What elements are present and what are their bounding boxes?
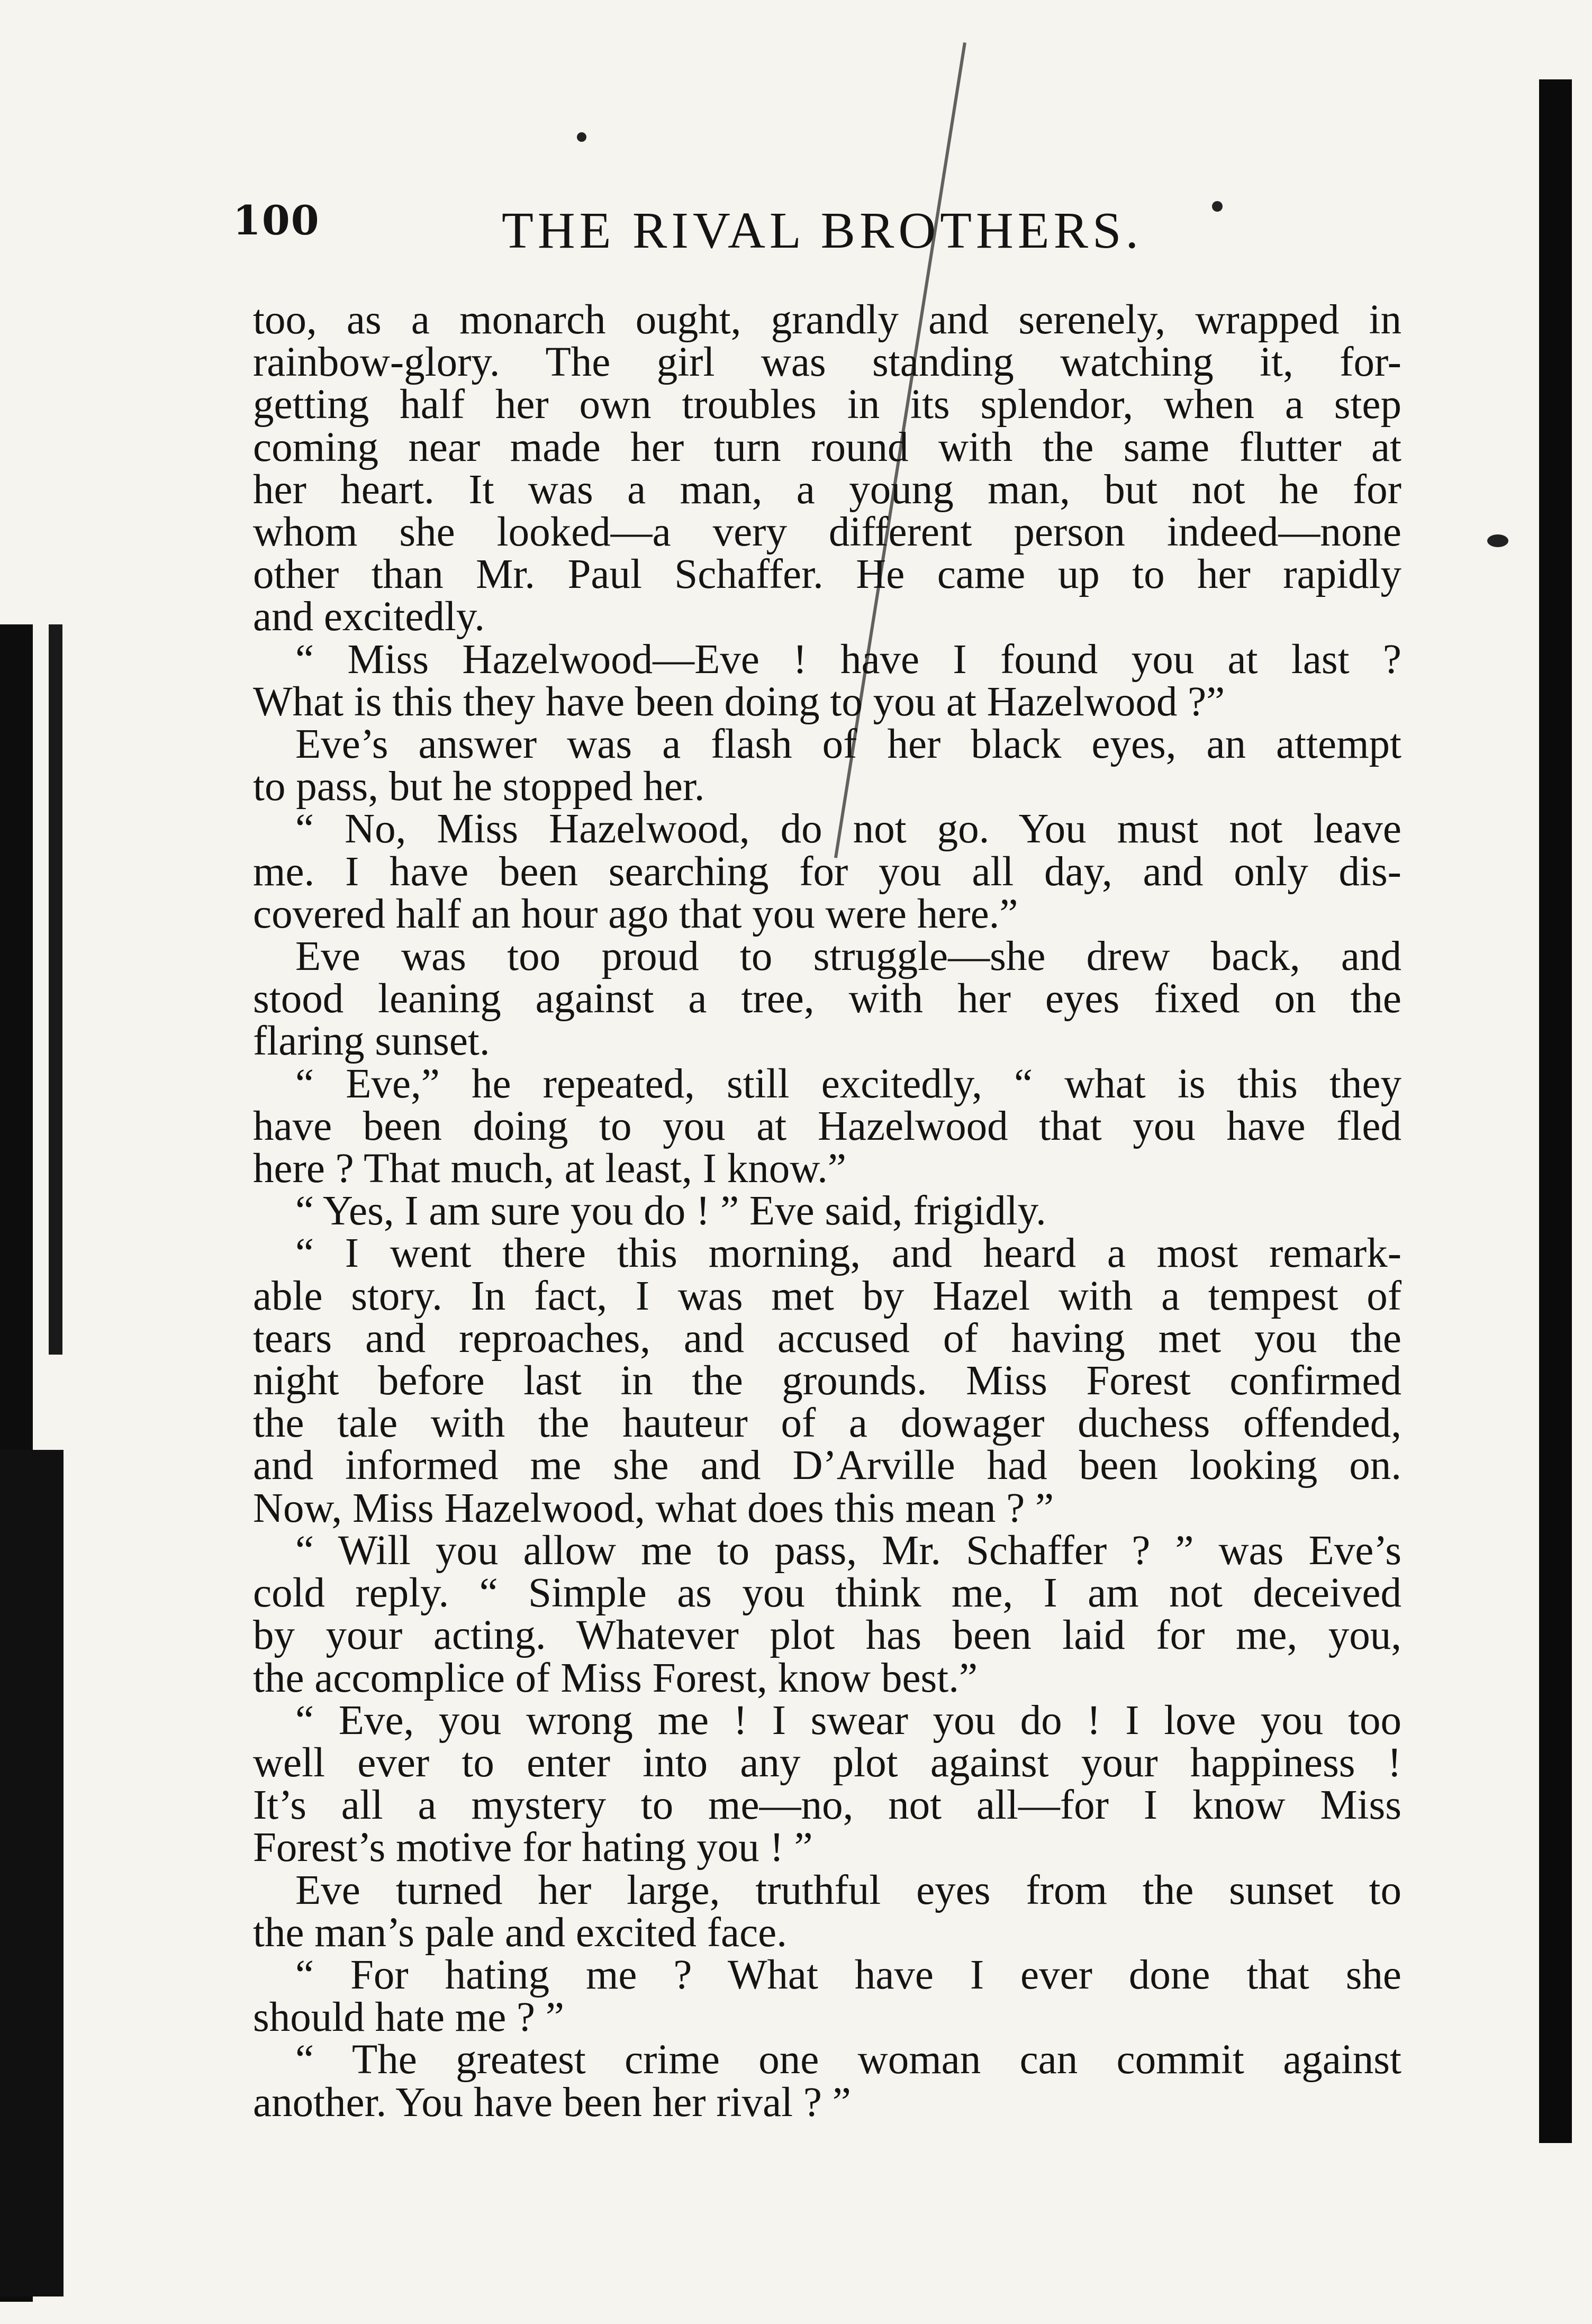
text-line: night before last in the grounds. Miss Forest confirmed <box>253 1358 1401 1404</box>
page-number: 100 <box>233 197 320 244</box>
text-line: “ Eve,” he repeated, still excitedly, “ what is this they <box>295 1060 1401 1107</box>
paragraph <box>253 1869 1401 1954</box>
scan-edge-shadow-left-bottom <box>0 1450 64 2296</box>
text-line: too, as a monarch ought, grandly and serenely, wrapped in <box>253 297 1401 343</box>
paragraph <box>253 2037 1401 2126</box>
text-line: “ For hating me ? What have I ever done that she <box>295 1951 1401 1998</box>
text-line: coming near made her turn round with the same flutter at <box>253 424 1401 470</box>
paragraph <box>253 1232 1401 1529</box>
paragraph <box>253 723 1401 808</box>
text-line: “ Will you allow me to pass, Mr. Schaffer ? ” was Eve’s <box>295 1527 1401 1574</box>
text-line: “ Miss Hazelwood—Eve ! have I found you at last ? <box>295 636 1401 683</box>
text-line: Eve was too proud to struggle—she drew back, and <box>295 933 1401 980</box>
paragraph <box>253 299 1401 639</box>
text-line: the accomplice of Miss Forest, know best.” <box>253 1655 978 1701</box>
paragraph <box>253 808 1401 936</box>
text-line: Eve’s answer was a flash of her black eyes, an attempt <box>295 721 1401 768</box>
text-line: cold reply. “ Simple as you think me, I am not deceived <box>253 1570 1401 1617</box>
text-line: have been doing to you at Hazelwood that you have fled <box>253 1103 1401 1149</box>
ink-speck <box>577 132 586 142</box>
text-line: Forest’s motive for hating you ! ” <box>253 1824 813 1871</box>
text-line: the tale with the hauteur of a dowager duchess offended, <box>253 1400 1401 1447</box>
text-line: tears and reproaches, and accused of having met you the <box>253 1315 1401 1361</box>
text-line: Now, Miss Hazelwood, what does this mean ? ” <box>253 1485 1054 1531</box>
running-title: THE RIVAL BROTHERS. <box>502 202 1143 259</box>
text-line: other than Mr. Paul Schaffer. He came up to her rapidly <box>253 551 1401 598</box>
paragraph <box>253 1190 1401 1232</box>
text-line: and excitedly. <box>253 594 485 640</box>
text-line: should hate me ? ” <box>253 1994 564 2041</box>
text-line: stood leaning against a tree, with her eyes fixed on the <box>253 976 1401 1022</box>
text-line: me. I have been searching for you all day, and only dis- <box>253 848 1401 895</box>
text-line: “ I went there this morning, and heard a most remark- <box>295 1230 1401 1277</box>
text-line: another. You have been her rival ? ” <box>253 2079 851 2126</box>
text-line: and informed me she and D’Arville had been looking on. <box>253 1442 1401 1489</box>
scan-edge-shadow-left-inner <box>49 624 62 1355</box>
text-line: It’s all a mystery to me—no, not all—for I know Miss <box>253 1782 1401 1829</box>
paragraph <box>253 636 1401 725</box>
text-line: What is this they have been doing to you at Hazelwood ?” <box>253 678 1225 725</box>
text-line: Eve turned her large, truthful eyes from the sunset to <box>295 1867 1401 1913</box>
text-line: here ? That much, at least, I know.” <box>253 1146 846 1192</box>
text-line: the man’s pale and excited face. <box>253 1909 787 1956</box>
paragraph <box>253 1527 1401 1701</box>
text-line: to pass, but he stopped her. <box>253 764 705 810</box>
text-line: her heart. It was a man, a young man, but not he for <box>253 466 1401 513</box>
paragraph <box>253 933 1401 1065</box>
text-line: by your acting. Whatever plot has been laid for me, you, <box>253 1612 1401 1659</box>
paragraph <box>253 1951 1401 2041</box>
paragraph <box>253 1697 1401 1871</box>
text-line: rainbow-glory. The girl was standing watching it, for- <box>253 339 1401 386</box>
scan-edge-shadow-right <box>1539 79 1572 2143</box>
text-line: covered half an hour ago that you were here.” <box>253 891 1018 937</box>
ink-speck <box>1212 201 1223 212</box>
body-text <box>253 299 1401 2124</box>
text-line: “ No, Miss Hazelwood, do not go. You must not leave <box>295 806 1401 852</box>
text-line: “ Eve, you wrong me ! I swear you do ! I love you too <box>295 1697 1401 1744</box>
text-line: “ The greatest crime one woman can commit against <box>295 2037 1401 2083</box>
text-line: getting half her own troubles in its splendor, when a step <box>253 382 1401 428</box>
text-line: flaring sunset. <box>253 1018 490 1065</box>
text-line: able story. In fact, I was met by Hazel with a tempest of <box>253 1273 1401 1319</box>
text-line: well ever to enter into any plot against your happiness ! <box>253 1739 1401 1786</box>
text-line: whom she looked—a very different person indeed—none <box>253 509 1401 556</box>
text-line: “ Yes, I am sure you do ! ” Eve said, frigidly. <box>295 1188 1046 1234</box>
ink-speck <box>1487 534 1508 547</box>
paragraph <box>253 1060 1401 1192</box>
